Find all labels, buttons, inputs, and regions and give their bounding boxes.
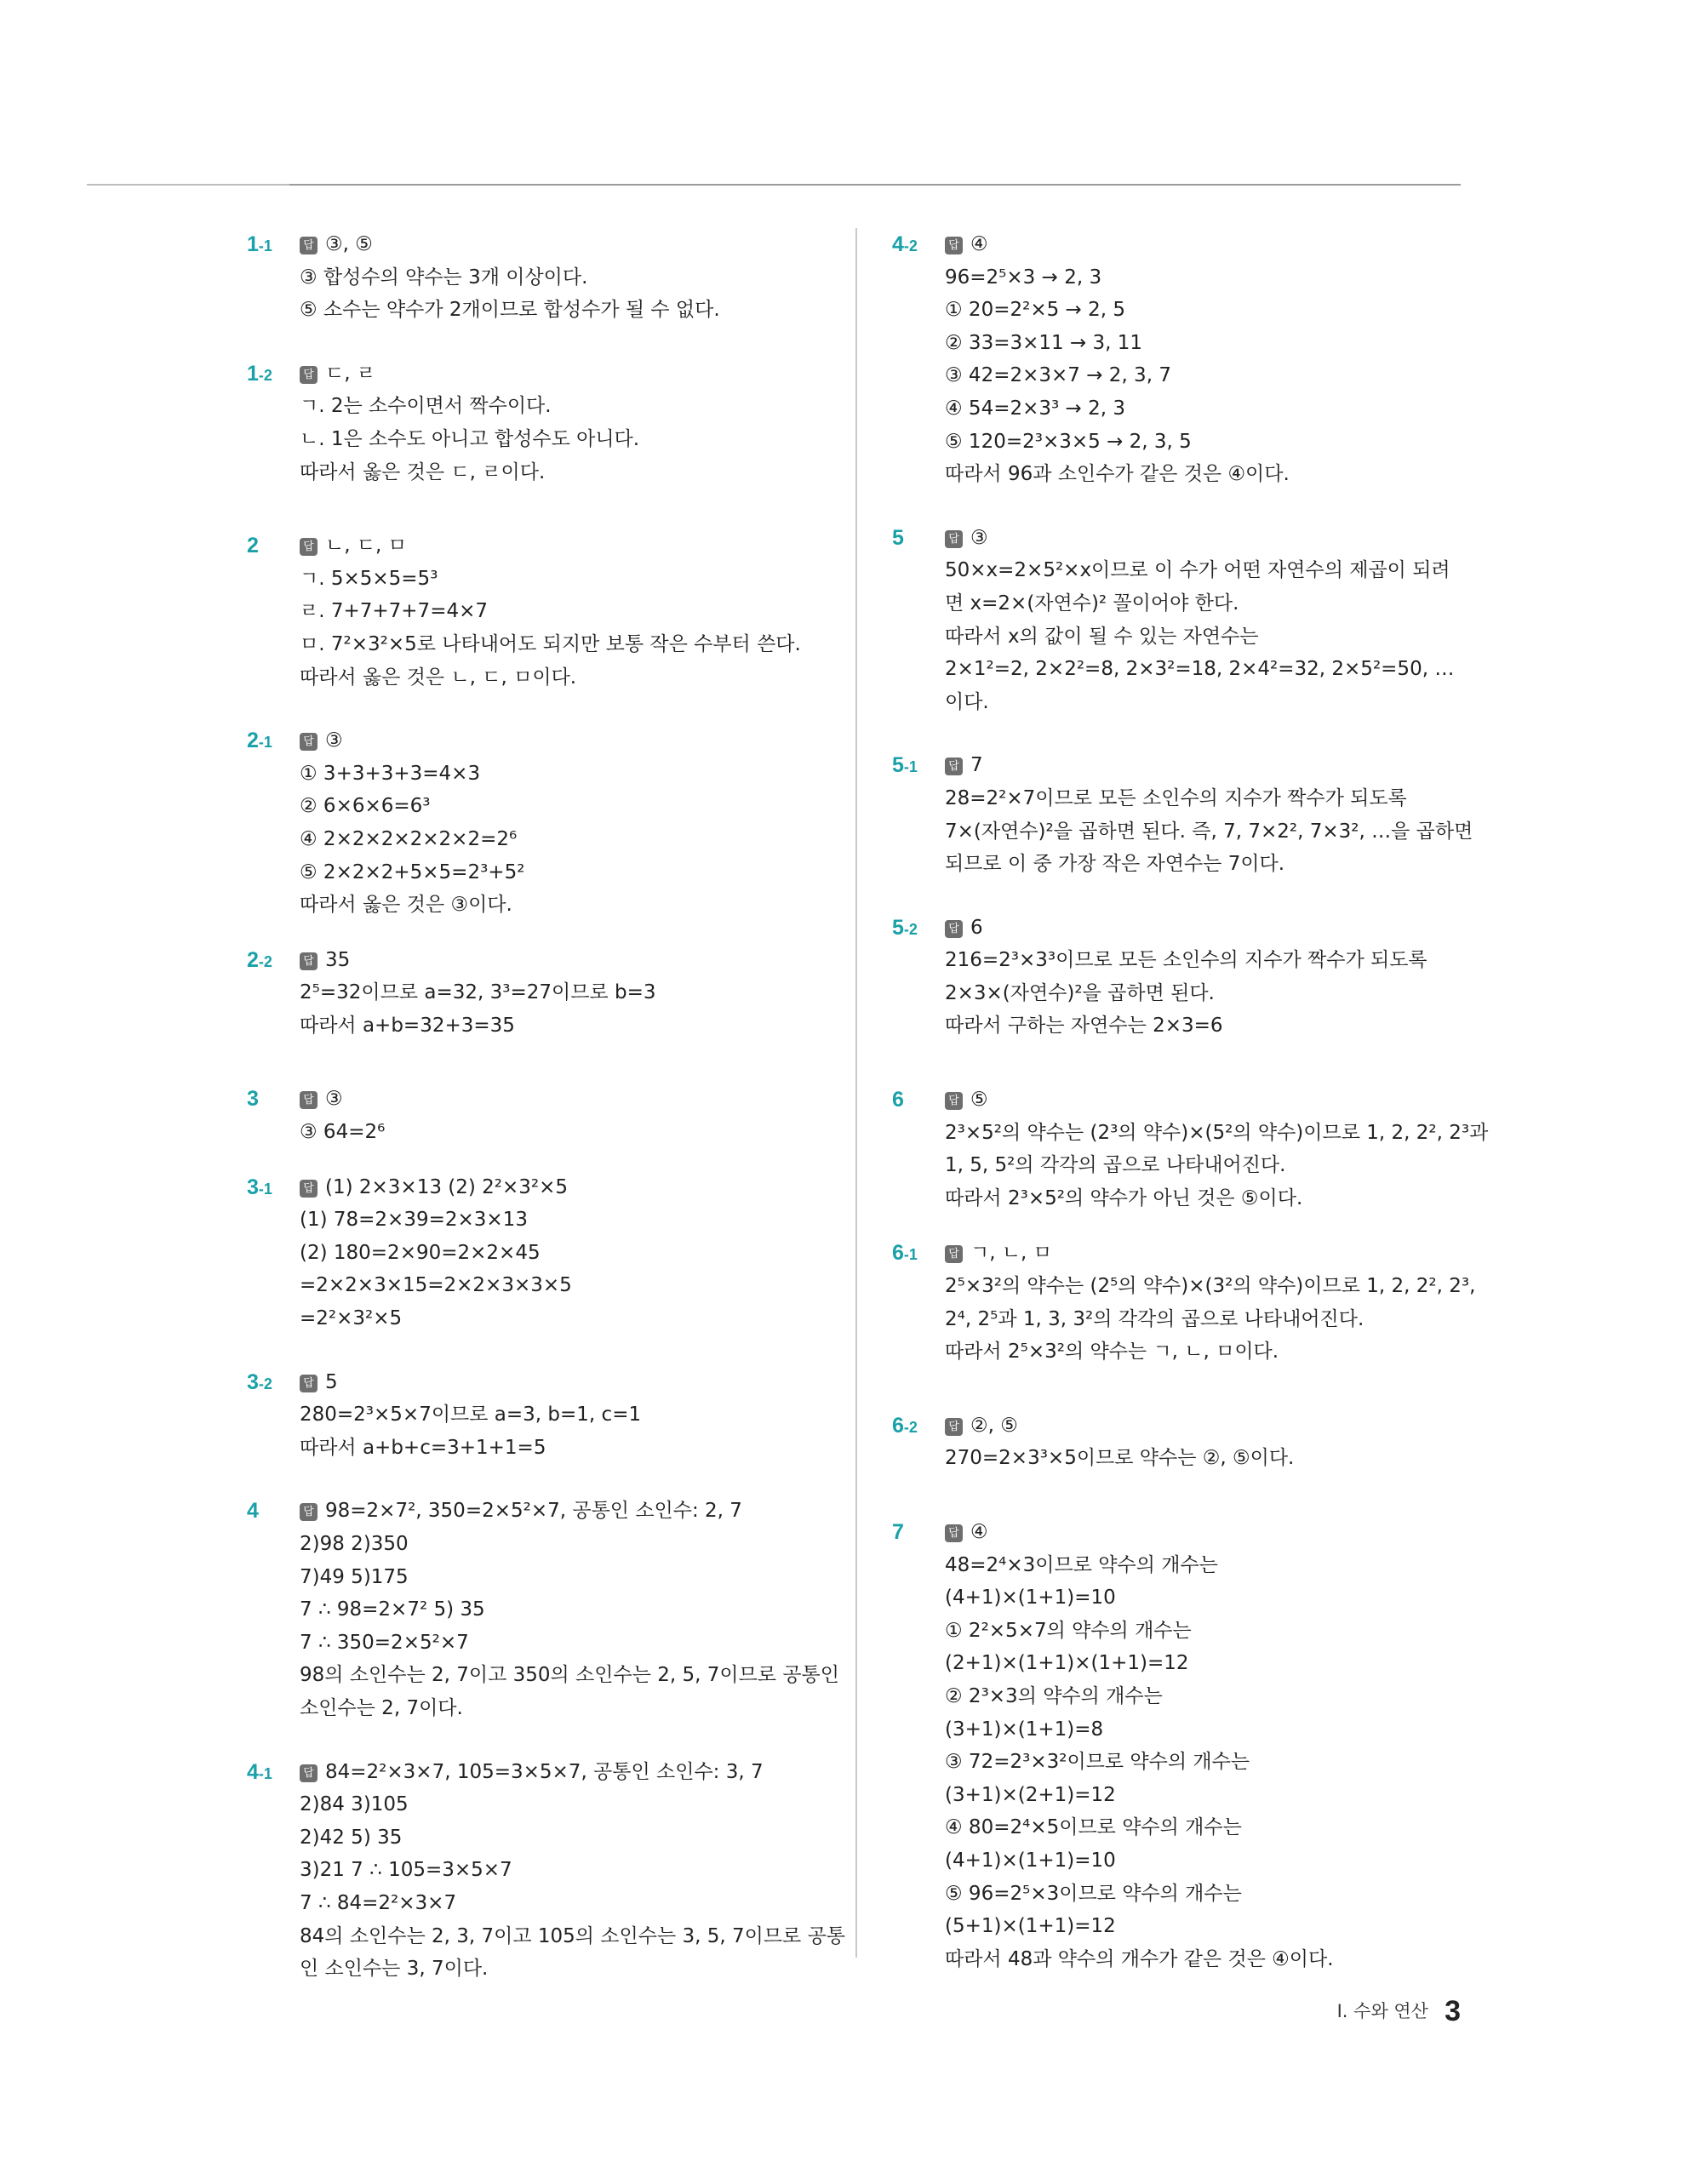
problem-number	[892, 228, 918, 262]
solution-line: 7)49 5)175	[300, 1565, 409, 1588]
solution-line: 48=2⁴×3이므로 약수의 개수는	[945, 1553, 1218, 1576]
solution-line: 28=2²×7이므로 모든 소인수의 지수가 짝수가 되도록	[945, 786, 1407, 809]
solution-line: 2)42 5) 35	[300, 1826, 403, 1849]
problem-number-main: 4	[247, 1759, 259, 1784]
solution-line: ② 2³×3의 약수의 개수는	[945, 1684, 1163, 1707]
answer-line	[945, 1516, 1471, 1549]
answer-badge-icon: 답	[945, 530, 963, 548]
problem-number	[892, 1409, 918, 1444]
solution-line: 따라서 옳은 것은 ③이다.	[300, 894, 512, 917]
right-column	[892, 228, 1489, 1975]
problem-number-sub: -2	[258, 366, 272, 384]
solution-line: 따라서 a+b=32+3=35	[300, 1014, 515, 1037]
problem-number	[892, 912, 918, 946]
solution-line: (4+1)×(1+1)=10	[945, 1587, 1116, 1609]
problem-number-main: 5	[892, 525, 904, 550]
solution-line: 2⁵×3²의 약수는 (2⁵의 약수)×(3²의 약수)이므로 1, 2, 2², 2³,	[945, 1275, 1476, 1298]
solution-line: ② 33=3×11 → 3, 11	[945, 331, 1143, 354]
solution-line: 96=2⁵×3 → 2, 3	[945, 266, 1102, 289]
answer-text: ④	[970, 1521, 988, 1543]
problem-block	[892, 749, 1471, 880]
solution-line: 따라서 2³×5²의 약수가 아닌 것은 ⑤이다.	[945, 1186, 1303, 1209]
solution-line: 7 ∴ 98=2×7² 5) 35	[300, 1598, 485, 1621]
solution-line: ② 6×6×6=6³	[300, 795, 431, 818]
answer-text: 7	[970, 754, 983, 777]
solution-line: ③ 64=2⁶	[300, 1121, 386, 1144]
problem-number	[892, 1237, 918, 1271]
problem-number	[892, 749, 918, 783]
answer-text: ②, ⑤	[970, 1414, 1018, 1437]
solution-line: 270=2×3³×5이므로 약수는 ②, ⑤이다.	[945, 1447, 1295, 1470]
problem-block	[247, 1366, 826, 1465]
solution-line: ㄹ. 7+7+7+7=4×7	[300, 600, 488, 623]
answer-text: 84=2²×3×7, 105=3×5×7, 공통인 소인수: 3, 7	[325, 1760, 764, 1783]
solution-line: (3+1)×(2+1)=12	[945, 1783, 1116, 1806]
solution-line: ④ 80=2⁴×5이므로 약수의 개수는	[945, 1816, 1242, 1839]
solution-line: ① 20=2²×5 → 2, 5	[945, 299, 1126, 322]
problem-number-main: 3	[247, 1087, 259, 1112]
problem-number	[247, 1083, 259, 1117]
solution-line: ③ 합성수의 약수는 3개 이상이다.	[300, 266, 588, 289]
solution-line: ⑤ 소수는 약수가 2개이므로 합성수가 될 수 없다.	[300, 299, 720, 322]
page-footer	[1337, 1995, 1461, 2028]
problem-block	[247, 529, 826, 694]
solution-line: ③ 72=2³×3²이므로 약수의 개수는	[945, 1751, 1250, 1774]
problem-number-main: 6	[892, 1241, 904, 1266]
problem-number-main: 5	[892, 753, 904, 778]
answer-line	[300, 1495, 826, 1528]
answer-badge-icon: 답	[300, 1764, 318, 1782]
answer-badge-icon: 답	[945, 237, 963, 254]
solution-line: 84의 소인수는 2, 3, 7이고 105의 소인수는 3, 5, 7이므로 공통	[300, 1924, 846, 1947]
solution-line: 7×(자연수)²을 곱하면 된다. 즉, 7, 7×2², 7×3², …을 곱하면	[945, 820, 1473, 843]
answer-line	[300, 228, 826, 261]
answer-badge-icon: 답	[300, 1091, 318, 1109]
answer-line	[300, 529, 826, 563]
solution-line: 1, 5, 5²의 각각의 곱으로 나타내어진다.	[945, 1154, 1286, 1177]
problem-number-main: 3	[247, 1175, 259, 1199]
answer-line	[300, 1756, 826, 1789]
problem-number-sub: -2	[903, 920, 918, 938]
problem-number	[247, 228, 272, 262]
solution-line: 따라서 옳은 것은 ㄷ, ㄹ이다.	[300, 460, 546, 483]
problem-number	[247, 944, 272, 978]
solution-line: ① 3+3+3+3=4×3	[300, 762, 481, 785]
problem-number-main: 2	[247, 729, 259, 753]
solution-line: ⑤ 120=2³×3×5 → 2, 3, 5	[945, 430, 1192, 453]
problem-number-sub: -2	[258, 952, 272, 970]
problem-number	[247, 1756, 272, 1790]
solution-line: =2×2×3×15=2×2×3×3×5	[300, 1274, 572, 1297]
solution-line: (2) 180=2×90=2×2×45	[300, 1241, 541, 1264]
solution-line: 따라서 96과 소인수가 같은 것은 ④이다.	[945, 463, 1290, 486]
solution-line: ④ 2×2×2×2×2×2=2⁶	[300, 827, 518, 850]
solution-line: ⑤ 2×2×2+5×5=2³+5²	[300, 860, 525, 883]
answer-badge-icon: 답	[945, 758, 963, 775]
top-rule	[87, 184, 1461, 186]
problem-number-main: 4	[247, 1499, 259, 1524]
solution-line: 98의 소인수는 2, 7이고 350의 소인수는 2, 5, 7이므로 공통인	[300, 1664, 839, 1687]
answer-line	[300, 944, 826, 977]
chapter-title: I. 수와 연산	[1336, 2001, 1428, 2021]
problem-block	[892, 228, 1471, 491]
answer-badge-icon: 답	[300, 1375, 318, 1392]
answer-badge-icon: 답	[300, 1503, 318, 1521]
solution-line: 따라서 2⁵×3²의 약수는 ㄱ, ㄴ, ㅁ이다.	[945, 1341, 1279, 1364]
solution-line: (2+1)×(1+1)×(1+1)=12	[945, 1652, 1189, 1675]
answer-line	[945, 1083, 1471, 1117]
answer-text: 6	[970, 916, 983, 939]
solution-line: 2)84 3)105	[300, 1793, 409, 1816]
solution-line: 2×1²=2, 2×2²=8, 2×3²=18, 2×4²=32, 2×5²=50, …	[945, 658, 1455, 681]
solution-line: ㅁ. 7²×3²×5로 나타내어도 되지만 보통 작은 수부터 쓴다.	[300, 632, 801, 655]
answer-line	[300, 1171, 826, 1204]
answer-badge-icon: 답	[945, 1524, 963, 1542]
solution-line: ⑤ 96=2⁵×3이므로 약수의 개수는	[945, 1882, 1242, 1905]
answer-line	[945, 228, 1471, 261]
problem-number-main: 1	[247, 361, 259, 386]
solution-line: ③ 42=2×3×7 → 2, 3, 7	[945, 364, 1171, 387]
problem-block	[892, 1237, 1476, 1368]
top-rule-accent	[87, 184, 289, 186]
answer-text: ③	[325, 1088, 343, 1111]
answer-line	[300, 724, 826, 758]
answer-line	[945, 522, 1471, 555]
solution-line: ㄱ. 5×5×5=5³	[300, 567, 438, 590]
problem-number-sub: -1	[258, 1764, 272, 1782]
problem-block	[247, 1495, 839, 1724]
problem-block	[247, 357, 826, 489]
problem-number	[247, 1171, 272, 1205]
answer-badge-icon: 답	[945, 920, 963, 938]
problem-number	[247, 1366, 272, 1400]
problem-number	[892, 1516, 904, 1550]
problem-number-sub: -1	[258, 734, 272, 752]
answer-line	[300, 1366, 826, 1399]
answer-badge-icon: 답	[945, 1245, 963, 1263]
column-divider	[855, 228, 857, 1958]
problem-number-sub: -1	[903, 758, 918, 776]
solution-line: 216=2³×3³이므로 모든 소인수의 지수가 짝수가 되도록	[945, 949, 1427, 972]
problem-number-main: 1	[247, 232, 259, 256]
problem-block	[892, 1083, 1489, 1215]
solution-line: 따라서 x의 값이 될 수 있는 자연수는	[945, 625, 1259, 648]
problem-block	[247, 1756, 846, 1986]
solution-line: (5+1)×(1+1)=12	[945, 1915, 1116, 1938]
answer-text: ③, ⑤	[325, 233, 373, 255]
solution-line: =2²×3²×5	[300, 1307, 403, 1330]
problem-number-main: 4	[892, 232, 904, 256]
answer-badge-icon: 답	[300, 538, 318, 556]
page-number: 3	[1445, 1995, 1461, 2027]
problem-number-sub: -2	[258, 1375, 272, 1392]
solution-line: 2×3×(자연수)²을 곱하면 된다.	[945, 981, 1215, 1004]
solution-line: 50×x=2×5²×x이므로 이 수가 어떤 자연수의 제곱이 되려	[945, 559, 1450, 582]
answer-line	[945, 912, 1471, 945]
solution-line: 280=2³×5×7이므로 a=3, b=1, c=1	[300, 1404, 642, 1426]
problem-number-main: 6	[892, 1413, 904, 1438]
answer-badge-icon: 답	[300, 366, 318, 384]
problem-block	[247, 1083, 826, 1148]
problem-block	[892, 1409, 1471, 1475]
problem-block	[247, 228, 826, 327]
answer-badge-icon: 답	[300, 952, 318, 970]
answer-text: 5	[325, 1370, 338, 1393]
solution-line: 되므로 이 중 가장 작은 자연수는 7이다.	[945, 853, 1285, 876]
problem-number	[892, 1083, 904, 1118]
problem-number	[247, 1495, 259, 1529]
solution-line: (1) 78=2×39=2×3×13	[300, 1209, 528, 1232]
answer-badge-icon: 답	[300, 237, 318, 254]
answer-badge-icon: 답	[945, 1418, 963, 1436]
problem-number	[892, 522, 904, 556]
problem-block	[892, 522, 1471, 719]
solution-line: 소인수는 2, 7이다.	[300, 1696, 463, 1719]
left-column	[247, 228, 846, 1986]
problem-number-main: 2	[247, 947, 259, 972]
answer-badge-icon: 답	[945, 1092, 963, 1110]
answer-text: ㄷ, ㄹ	[325, 362, 376, 385]
problem-number-main: 3	[247, 1369, 259, 1394]
answer-text: ㄱ, ㄴ, ㅁ	[970, 1242, 1052, 1265]
problem-block	[247, 724, 826, 922]
problem-block	[247, 944, 826, 1043]
problem-number-sub: -1	[258, 1180, 272, 1198]
answer-line	[300, 357, 826, 391]
solution-line: 2³×5²의 약수는 (2³의 약수)×(5²의 약수)이므로 1, 2, 2², 2³과	[945, 1121, 1489, 1144]
answer-text: ③	[325, 729, 343, 752]
solution-line: 7 ∴ 84=2²×3×7	[300, 1891, 457, 1914]
solution-line: ㄱ. 2는 소수이면서 짝수이다.	[300, 395, 552, 418]
solution-line: 따라서 옳은 것은 ㄴ, ㄷ, ㅁ이다.	[300, 666, 577, 689]
problem-number-main: 2	[247, 534, 259, 558]
solution-line: 3)21 7 ∴ 105=3×5×7	[300, 1859, 512, 1882]
answer-line	[945, 749, 1471, 782]
answer-line	[300, 1083, 826, 1116]
problem-number	[247, 357, 272, 392]
answer-badge-icon: 답	[300, 733, 318, 751]
problem-number-main: 6	[892, 1088, 904, 1112]
problem-number-sub: -2	[903, 1418, 918, 1436]
problem-number-main: 5	[892, 915, 904, 940]
solution-line: (4+1)×(1+1)=10	[945, 1849, 1116, 1872]
solution-line: 면 x=2×(자연수)² 꼴이어야 한다.	[945, 592, 1239, 615]
problem-number-main: 7	[892, 1520, 904, 1544]
solution-line: 7 ∴ 350=2×5²×7	[300, 1631, 469, 1654]
problem-block	[892, 912, 1471, 1043]
solution-line: 2⁴, 2⁵과 1, 3, 3²의 각각의 곱으로 나타내어진다.	[945, 1307, 1364, 1330]
solution-line: ① 2²×5×7의 약수의 개수는	[945, 1619, 1192, 1642]
answer-line	[945, 1409, 1471, 1443]
problem-number-sub: -2	[903, 237, 918, 254]
problem-number-sub: -1	[258, 237, 272, 254]
answer-line	[945, 1237, 1471, 1270]
problem-number-sub: -1	[903, 1246, 918, 1264]
solution-line: 따라서 구하는 자연수는 2×3=6	[945, 1015, 1223, 1038]
problem-block	[892, 1516, 1471, 1975]
answer-text: ③	[970, 526, 988, 549]
solution-line: ④ 54=2×3³ → 2, 3	[945, 397, 1126, 420]
solution-line: 따라서 48과 약수의 개수가 같은 것은 ④이다.	[945, 1947, 1334, 1970]
answer-text: ④	[970, 233, 988, 255]
problem-number	[247, 529, 259, 563]
solution-line: 이다.	[945, 690, 989, 713]
solution-line: 2⁵=32이므로 a=32, 3³=27이므로 b=3	[300, 981, 656, 1004]
solution-line: 따라서 a+b+c=3+1+1=5	[300, 1436, 546, 1459]
answer-badge-icon: 답	[300, 1180, 318, 1198]
problem-number	[247, 724, 272, 758]
solution-line: ㄴ. 1은 소수도 아니고 합성수도 아니다.	[300, 427, 640, 450]
answer-text: 35	[325, 948, 351, 971]
problem-block	[247, 1171, 826, 1335]
answer-text: (1) 2×3×13 (2) 2²×3²×5	[325, 1175, 569, 1198]
answer-text: ㄴ, ㄷ, ㅁ	[325, 535, 407, 557]
answer-text: 98=2×7², 350=2×5²×7, 공통인 소인수: 2, 7	[325, 1500, 742, 1523]
answer-text: ⑤	[970, 1089, 988, 1112]
solution-line: 2)98 2)350	[300, 1533, 409, 1555]
solution-line: 인 소인수는 3, 7이다.	[300, 1958, 489, 1981]
solution-line: (3+1)×(1+1)=8	[945, 1718, 1104, 1741]
